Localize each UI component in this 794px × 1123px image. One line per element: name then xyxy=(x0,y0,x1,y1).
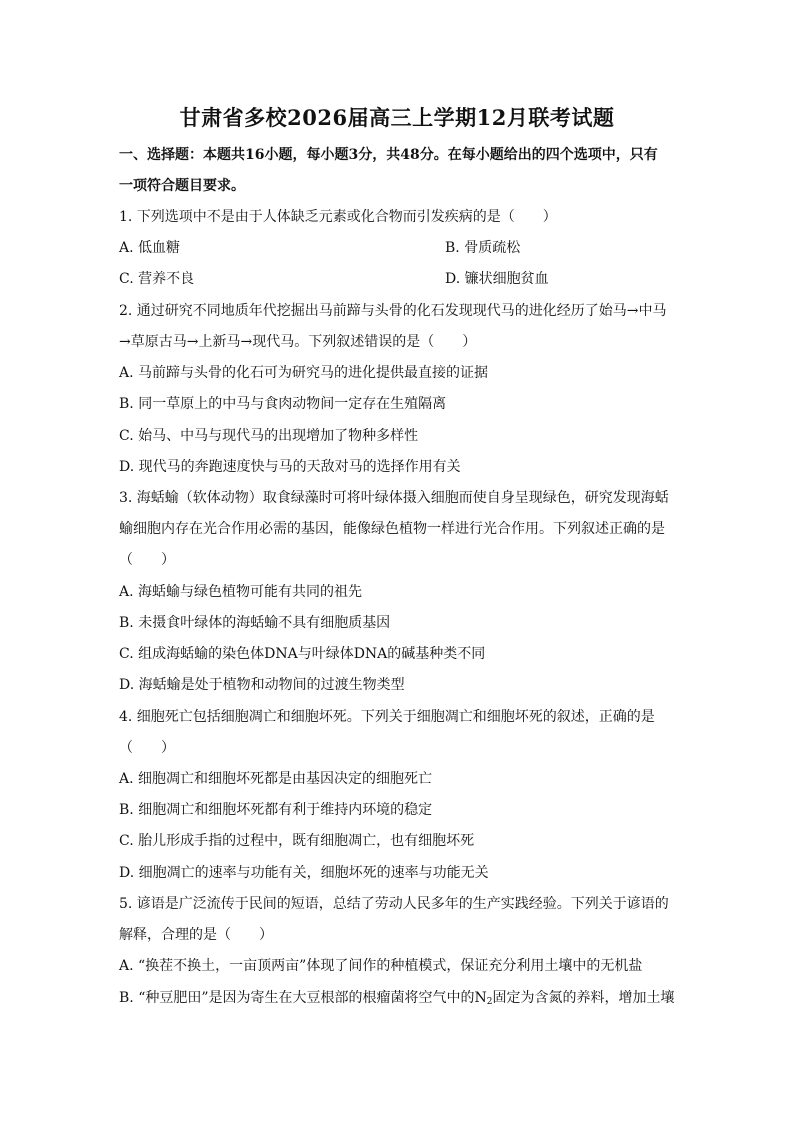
question-2-option-c: C. 始马、中马与现代马的出现增加了物种多样性 xyxy=(119,428,419,444)
question-4-option-c: C. 胎儿形成手指的过程中，既有细胞凋亡，也有细胞坏死 xyxy=(119,833,475,849)
question-4-option-d: D. 细胞凋亡的速率与功能有关，细胞坏死的速率与功能无关 xyxy=(119,865,489,881)
question-1-stem: 1. 下列选项中不是由于人体缺乏元素或化合物而引发疾病的是（ ） xyxy=(119,209,557,225)
question-1-option-d: D. 镰状细胞贫血 xyxy=(445,271,549,287)
question-1-option-c: C. 营养不良 xyxy=(119,271,195,287)
question-4-stem-line-1: 4. 细胞死亡包括细胞凋亡和细胞坏死。下列关于细胞凋亡和细胞坏死的叙述，正确的是 xyxy=(119,709,655,725)
question-4-stem-line-2: （ ） xyxy=(119,740,175,756)
question-2-option-a: A. 马前蹄与头骨的化石可为研究马的进化提供最直接的证据 xyxy=(119,365,489,381)
section-instruction-line-2: 一项符合题目要求。 xyxy=(119,178,245,194)
question-5-option-b-text-end: 固定为含氮的养料，增加土壤 xyxy=(492,990,675,1006)
question-3-option-c: C. 组成海蛞蝓的染色体DNA与叶绿体DNA的碱基种类不同 xyxy=(119,646,486,662)
question-3-option-b: B. 未摄食叶绿体的海蛞蝓不具有细胞质基因 xyxy=(119,615,391,631)
question-1-option-b: B. 骨质疏松 xyxy=(445,240,521,256)
question-5-option-b xyxy=(119,988,679,1012)
section-instruction-line-1: 一、选择题：本题共16小题，每小题3分，共48分。在每小题给出的四个选项中，只有 xyxy=(119,147,658,163)
question-3-stem-line-1: 3. 海蛞蝓（软体动物）取食绿藻时可将叶绿体摄入细胞而使自身呈现绿色，研究发现海蛞 xyxy=(119,490,669,506)
question-4-option-a: A. 细胞凋亡和细胞坏死都是由基因决定的细胞死亡 xyxy=(119,771,433,787)
question-2-option-b: B. 同一草原上的中马与食肉动物间一定存在生殖隔离 xyxy=(119,396,447,412)
question-5-option-a: A. “换茬不换土，一亩顶两亩”体现了间作的种植模式，保证充分利用土壤中的无机盐 xyxy=(119,958,643,974)
question-5-option-b-subscript: 2 xyxy=(486,997,493,1007)
question-5-stem-line-2: 解释，合理的是（ ） xyxy=(119,927,273,943)
question-5-option-b-text-start: B. “种豆肥田”是因为寄生在大豆根部的根瘤菌将空气中的N xyxy=(119,990,487,1006)
exam-title: 甘肃省多校2026届高三上学期12月联考试题 xyxy=(179,105,615,130)
question-5-stem-line-1: 5. 谚语是广泛流传于民间的短语，总结了劳动人民多年的生产实践经验。下列关于谚语的 xyxy=(119,896,669,912)
question-3-option-a: A. 海蛞蝓与绿色植物可能有共同的祖先 xyxy=(119,584,363,600)
question-2-option-d: D. 现代马的奔跑速度快与马的天敌对马的选择作用有关 xyxy=(119,459,461,475)
question-3-option-d: D. 海蛞蝓是处于植物和动物间的过渡生物类型 xyxy=(119,677,405,693)
question-2-stem-line-2: →草原古马→上新马→现代马。下列叙述错误的是（ ） xyxy=(119,334,477,350)
question-3-stem-line-3: （ ） xyxy=(119,552,175,568)
question-1-option-a: A. 低血糖 xyxy=(119,240,181,256)
question-3-stem-line-2: 蝓细胞内存在光合作用必需的基因，能像绿色植物一样进行光合作用。下列叙述正确的是 xyxy=(119,521,665,537)
question-2-stem-line-1: 2. 通过研究不同地质年代挖掘出马前蹄与头骨的化石发现现代马的进化经历了始马→中马 xyxy=(119,303,667,319)
question-4-option-b: B. 细胞凋亡和细胞坏死都有利于维持内环境的稳定 xyxy=(119,802,433,818)
